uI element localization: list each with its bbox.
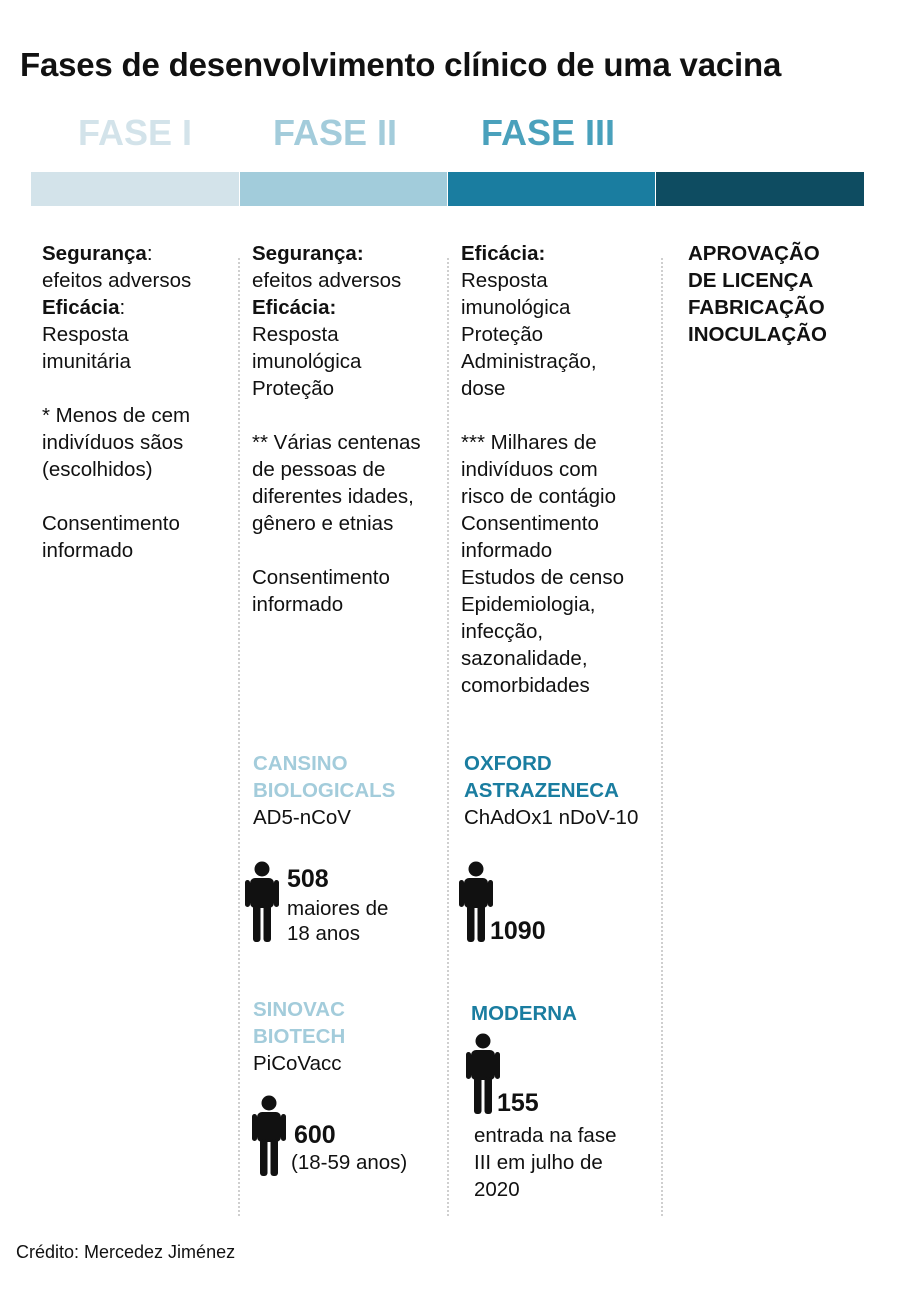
- vaccine-name-oxford: ChAdOx1 nDoV-10: [464, 806, 639, 829]
- phase-bar-4: [656, 172, 864, 206]
- participant-detail-moderna: entrada na fase III em julho de 2020: [474, 1124, 617, 1201]
- consent-text: informado: [42, 539, 134, 562]
- efficacy-text: imunitária: [42, 350, 131, 373]
- phase-bar-3: [448, 172, 655, 206]
- approval-steps: [688, 240, 827, 348]
- participants-note: *** Milhares de: [461, 431, 597, 454]
- participants-note: infecção,: [461, 620, 544, 643]
- efficacy-text: dose: [461, 377, 506, 400]
- consent-text: Consentimento: [42, 512, 180, 535]
- participants-note: sazonalidade,: [461, 647, 588, 670]
- safety-text: efeitos adversos: [252, 269, 402, 292]
- participants-note: Consentimento: [461, 512, 599, 535]
- efficacy-text: Proteção: [252, 377, 335, 400]
- participant-count-cansino: 508: [287, 865, 329, 893]
- participant-count-oxford: 1090: [490, 917, 546, 945]
- phase-1-description: Segurança: efeitos adversos Eficácia: Resposta imunitária * Menos de cem indivíduos sãos (escolhidos) Consentimento informado: [42, 242, 192, 562]
- participants-note: comorbidades: [461, 674, 590, 697]
- column-divider: [238, 258, 240, 1216]
- column-divider: [447, 258, 449, 1216]
- participant-count-moderna: 155: [497, 1089, 539, 1117]
- vendor-name-oxford: OXFORD ASTRAZENECA: [464, 752, 619, 802]
- credit: Crédito: Mercedez Jiménez: [16, 1242, 236, 1262]
- participant-count-sinovac: 600: [294, 1121, 336, 1149]
- participants-note: Epidemiologia,: [461, 593, 596, 616]
- participants-note: diferentes idades,: [252, 485, 414, 508]
- efficacy-text: Proteção: [461, 323, 544, 346]
- participants-note: gênero e etnias: [252, 512, 394, 535]
- vendor-name-sinovac: SINOVAC BIOTECH: [253, 998, 346, 1048]
- safety-label: Segurança:: [252, 242, 364, 265]
- phase-label-2: FASE II: [273, 112, 398, 153]
- efficacy-text: imunológica: [252, 350, 362, 373]
- vaccine-name-cansino: AD5-nCoV: [253, 806, 351, 829]
- participants-note: * Menos de cem: [42, 404, 191, 427]
- efficacy-label: Eficácia:: [461, 242, 546, 265]
- vendor-name-cansino: CANSINO BIOLOGICALS: [253, 752, 396, 802]
- efficacy-text: Resposta: [461, 269, 548, 292]
- efficacy-label: Eficácia:: [252, 296, 337, 319]
- participants-note: risco de contágio: [461, 485, 616, 508]
- person-icon: [459, 861, 493, 943]
- efficacy-text: Administração,: [461, 350, 597, 373]
- safety-text: efeitos adversos: [42, 269, 192, 292]
- person-icon: [252, 1095, 286, 1177]
- person-icon: [466, 1033, 500, 1115]
- consent-text: informado: [252, 593, 344, 616]
- efficacy-text: Resposta: [42, 323, 129, 346]
- approval-step: FABRICAÇÃO: [688, 296, 825, 319]
- phase-2-description: [252, 240, 421, 618]
- participants-note: ** Várias centenas: [252, 431, 421, 454]
- participants-note: Estudos de censo: [461, 566, 624, 589]
- participants-note: de pessoas de: [252, 458, 386, 481]
- approval-step: APROVAÇÃO: [688, 242, 820, 265]
- safety-label: Segurança: [42, 242, 147, 265]
- column-divider: [661, 258, 663, 1216]
- consent-text: Consentimento: [252, 566, 390, 589]
- participants-note: informado: [461, 539, 553, 562]
- participants-note: indivíduos sãos: [42, 431, 184, 454]
- approval-step: DE LICENÇA: [688, 269, 814, 292]
- page-title: Fases de desenvolvimento clínico de uma vacina: [20, 46, 782, 83]
- person-icon: [245, 861, 279, 943]
- participant-detail-sinovac: (18-59 anos): [291, 1151, 408, 1174]
- vendor-name-moderna: MODERNA: [471, 1002, 577, 1025]
- vaccine-name-sinovac: PiCoVacc: [253, 1052, 342, 1075]
- phase-label-3: FASE III: [481, 112, 616, 153]
- phase-bar-2: [240, 172, 447, 206]
- approval-step: INOCULAÇÃO: [688, 323, 827, 346]
- efficacy-text: imunológica: [461, 296, 571, 319]
- efficacy-text: Resposta: [252, 323, 339, 346]
- participant-detail-cansino: maiores de 18 anos: [287, 897, 389, 945]
- phase-3-description: [461, 240, 624, 699]
- phase-label-1: FASE I: [78, 112, 193, 153]
- phase-bar-1: [31, 172, 239, 206]
- efficacy-label: Eficácia: [42, 296, 120, 319]
- participants-note: indivíduos com: [461, 458, 598, 481]
- participants-note: (escolhidos): [42, 458, 153, 481]
